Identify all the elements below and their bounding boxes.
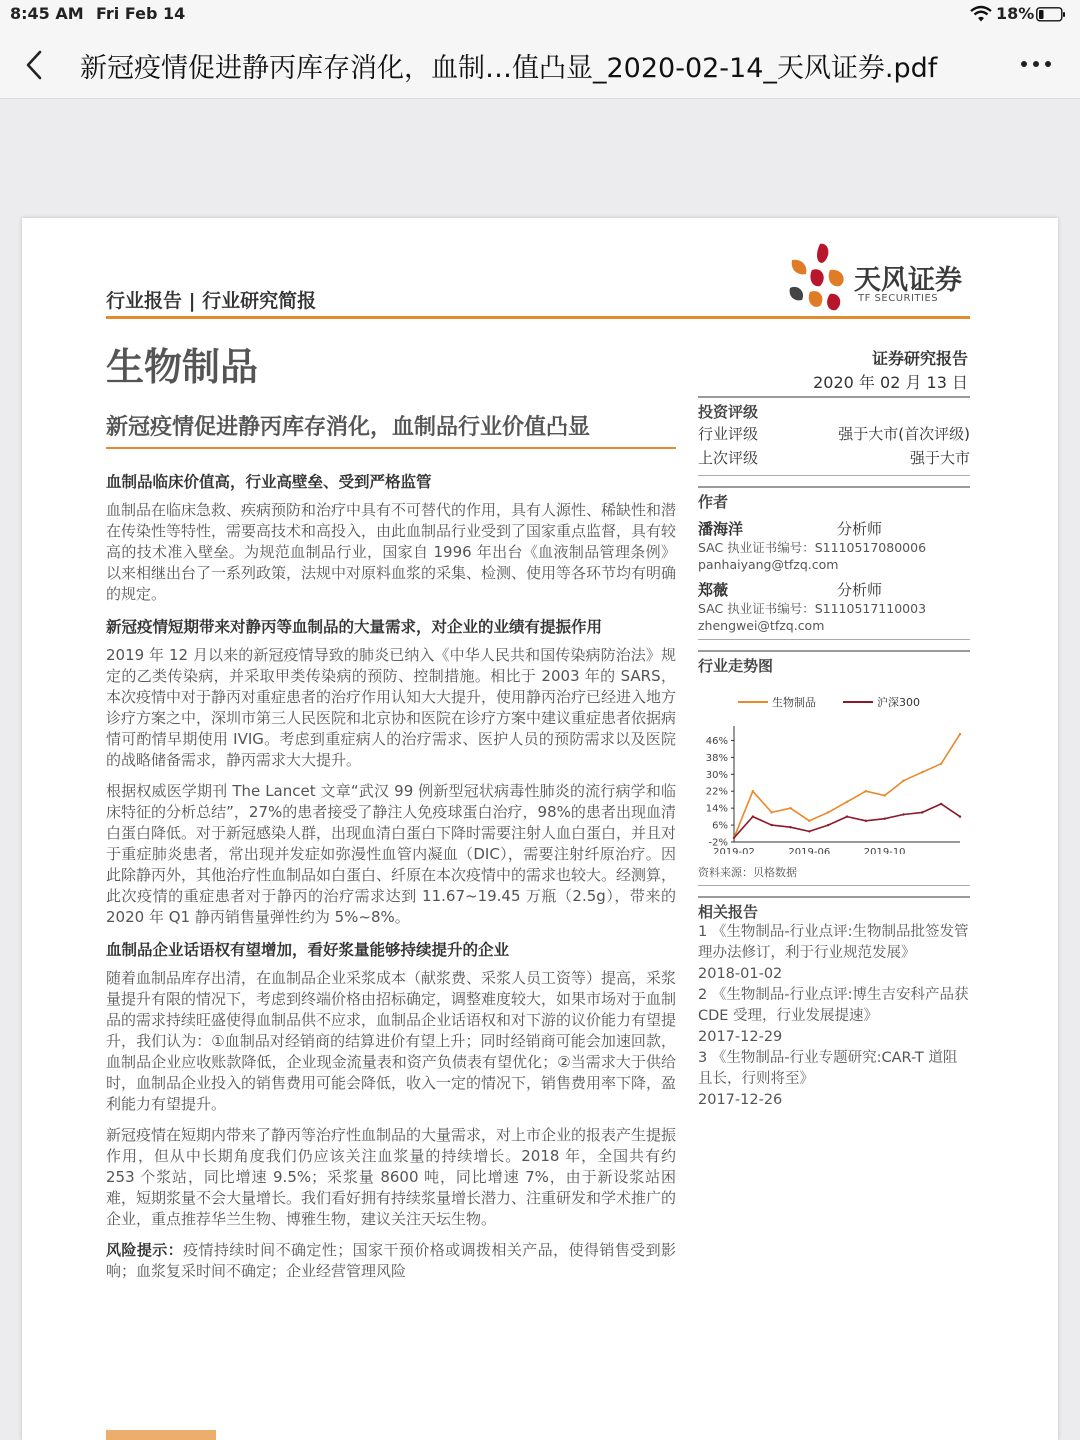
data-point [808, 830, 810, 832]
x-tick-label: 2019-02 [713, 847, 755, 854]
y-tick-label: 46% [705, 735, 728, 747]
data-point [752, 790, 754, 792]
data-point [808, 820, 810, 822]
paragraph: 随着血制品库存出清，在血制品企业采浆成本（献浆费、采浆人员工资等）提高，采浆量提升有限的情况下，考虑到终端价格由招标确定，调整难度较大，如果市场对于血制品的需求持续旺盛使得血制品供不应求，血制品企业话语权和对下游的议价能力有望提升，我们认为：①血制品对经销商的结算进价有望上升；同时经销商可能会加速回款，血制品企业应收账款降低，企业现金流量表和资产负债表有望优化；②当需求大于供给时，血制品企业投入的销售费用可能会降低，收入一定的情况下，销售费用率下降，盈利能力有望提升。 [106, 969, 677, 1113]
risk-text: 疫情持续时间不确定性；国家干预价格或调拨相关产品，使得销售受到影响；血浆复采时间不确定；企业经营管理风险 [106, 1241, 676, 1280]
related-title: 相关报告 [698, 896, 970, 922]
data-point [846, 801, 848, 803]
headline-divider [106, 447, 676, 449]
legend-label: 生物制品 [772, 696, 816, 709]
paragraph: 2019 年 12 月以来的新冠疫情导致的肺炎已纳入《中华人民共和国传染病防治法》规定的乙类传染病，并采取甲类传染病的预防、控制措施。相比于 2003 年的 SARS，本次疫情中对于静丙对重症患者的治疗作用认知大大提升，使用静丙治疗已经进入地方诊疗方案之中，深圳市第三人民医院和北京协和医院在诊疗方案中建议重症患者依据病情可酌情早期使用 IVIG。考虑到重症病人的治疗需求、医护人员的预防需求以及医院的战略储备需求，静丙需求大大提升。 [106, 646, 677, 769]
data-point [959, 733, 961, 735]
x-tick-label: 2019-10 [863, 847, 906, 854]
data-point [959, 815, 961, 817]
rating-title: 投资评级 [698, 396, 970, 422]
report-type: 行业报告 | 行业研究简报 [106, 290, 317, 312]
data-point [883, 818, 885, 820]
sidebar [698, 394, 970, 1111]
section-heading: 血制品企业话语权有望增加，看好浆量能够持续提升的企业 [106, 941, 510, 959]
related-report-date: 2017-12-26 [698, 1092, 783, 1108]
legend-label: 沪深300 [877, 696, 920, 709]
paragraph: 新冠疫情在短期内带来了静丙等治疗性血制品的大量需求，对上市企业的报表产生提振作用，但从中长期角度我们仍应该关注血浆量的持续增长。2018 年，全国共有约 253 个浆站，同比增速 9.5%；采浆量 8600 吨，同比增速 7%，由于新设浆站困难，短期浆量不会大量增长。我们看好拥有持续浆量增长潜力、注重研发和学术推广的企业，重点推荐华兰生物、博雅生物，建议关注天坛生物。 [106, 1126, 677, 1228]
report-label: 证券研究报告 [871, 349, 968, 368]
battery-percent: 18% [996, 4, 1035, 23]
author-role: 分析师 [836, 520, 882, 538]
x-tick-label: 2019-06 [788, 847, 831, 854]
related-report-date: 2017-12-29 [698, 1029, 783, 1045]
rating-row [698, 446, 970, 470]
data-point [921, 771, 923, 773]
data-point [827, 811, 829, 813]
status-time: 8:45 AM [10, 4, 84, 23]
risk-paragraph [106, 1240, 676, 1282]
related-report-date: 2018-01-02 [698, 966, 783, 982]
back-chevron-icon[interactable] [20, 48, 50, 82]
authors-title: 作者 [698, 486, 970, 512]
sidebar-divider [698, 639, 970, 640]
logo-name-cn: 天风证券 [854, 265, 962, 296]
trend-title: 行业走势图 [698, 650, 970, 676]
report-headline: 新冠疫情促进静丙库存消化，血制品行业价值凸显 [106, 415, 591, 440]
tf-securities-logo-icon [784, 240, 850, 314]
author-email[interactable]: zhengwei@tfzq.com [698, 618, 825, 633]
data-point [865, 820, 867, 822]
main-body [106, 470, 676, 1292]
related-report-title: 1 《生物制品-行业点评:生物制品批签发管理办法修订，利于行业规范发展》 [698, 924, 969, 961]
author-line [698, 518, 882, 539]
y-tick-label: 14% [705, 803, 728, 815]
rating-value: 强于大市 [909, 449, 970, 467]
header-divider [106, 316, 970, 319]
y-tick-label: 6% [712, 820, 728, 832]
rating-label: 行业评级 [698, 425, 759, 443]
nav-bar [0, 30, 1080, 99]
related-report-title: 3 《生物制品-行业专题研究:CAR-T 道阻且长，行则将至》 [698, 1050, 958, 1087]
author-name: 郑薇 [698, 581, 729, 599]
data-point [940, 803, 942, 805]
author-cert: SAC 执业证书编号：S1110517080006 [698, 540, 927, 555]
sidebar-divider [698, 885, 970, 886]
risk-label: 风险提示： [106, 1241, 184, 1259]
next-section-heading-partial [106, 1430, 216, 1440]
data-point [865, 790, 867, 792]
battery-icon [1036, 7, 1066, 22]
related-report-link[interactable] [698, 985, 970, 1048]
trend-chart-container [698, 684, 970, 858]
status-bar [0, 0, 1080, 30]
rating-label: 上次评级 [698, 449, 759, 467]
y-tick-label: -2% [708, 837, 728, 849]
related-report-link[interactable] [698, 922, 970, 985]
data-point [789, 826, 791, 828]
logo-name-en: TF SECURITIES [858, 293, 939, 304]
rating-value: 强于大市(首次评级) [838, 425, 970, 443]
status-date: Fri Feb 14 [96, 4, 186, 23]
rating-row [698, 422, 970, 446]
data-point [770, 811, 772, 813]
data-point [770, 824, 772, 826]
data-point [846, 815, 848, 817]
document-title: 新冠疫情促进静丙库存消化，血制…值凸显_2020-02-14_天风证券.pdf [80, 53, 938, 84]
data-point [921, 811, 923, 813]
section-heading: 血制品临床价值高，行业高壁垒、受到严格监管 [106, 473, 432, 491]
author-name: 潘海洋 [698, 520, 744, 538]
section-heading: 新冠疫情短期带来对静丙等血制品的大量需求，对企业的业绩有提振作用 [106, 618, 603, 636]
data-point [733, 837, 735, 839]
author-line [698, 579, 882, 600]
y-tick-label: 22% [705, 786, 728, 798]
more-options-icon[interactable] [1016, 52, 1056, 76]
data-point [883, 794, 885, 796]
author-email[interactable]: panhaiyang@tfzq.com [698, 557, 839, 572]
related-report-title: 2 《生物制品-行业点评:博生吉安科产品获 CDE 受理，行业发展提速》 [698, 987, 969, 1024]
data-point [789, 807, 791, 809]
related-report-link[interactable] [698, 1048, 970, 1111]
author-cert: SAC 执业证书编号：S1110517110003 [698, 601, 927, 616]
report-date: 2020 年 02 月 13 日 [813, 373, 968, 392]
chart-source: 资料来源：贝格数据 [698, 866, 797, 879]
data-point [902, 813, 904, 815]
trend-chart [698, 684, 968, 854]
pdf-page[interactable] [22, 218, 1058, 1440]
data-point [752, 815, 754, 817]
author-role: 分析师 [836, 581, 882, 599]
data-point [940, 763, 942, 765]
y-tick-label: 38% [705, 752, 728, 764]
sidebar-divider [698, 475, 970, 476]
wifi-icon [970, 5, 992, 23]
sector-title: 生物制品 [106, 345, 259, 389]
y-tick-label: 30% [705, 769, 728, 781]
data-point [902, 779, 904, 781]
paragraph: 根据权威医学期刊 The Lancet 文章“武汉 99 例新型冠状病毒性肺炎的流行病学和临床特征的分析总结”，27%的患者接受了静注人免疫球蛋白治疗，98%的患者出现血清白蛋白降低。对于新冠感染人群，出现血清白蛋白下降时需要注射人血白蛋白，并且对于重症肺炎患者，常出现并发症如弥漫性血管内凝血（DIC），需要注射纤原治疗。因此除静丙外，其他治疗性血制品如白蛋白、纤原在本次疫情中的需求也较大。经测算，此次疫情的重症患者对于静丙的治疗需求达到 11.67~19.45 万瓶（2.5g），带来的 2020 年 Q1 静丙销售量弹性约为 5%~8%。 [106, 782, 677, 926]
data-point [827, 824, 829, 826]
paragraph: 血制品在临床急救、疾病预防和治疗中具有不可替代的作用，具有人源性、稀缺性和潜在传染性等特性，需要高技术和高投入，由此血制品行业受到了国家重点监督，具有较高的技术准入壁垒。为规范血制品行业，国家自 1996 年出台《血液制品管理条例》以来相继出台了一系列政策，法规中对原料血浆的采集、检测、使用等各环节均有明确的规定。 [106, 501, 677, 603]
series-line-biotech [734, 734, 960, 838]
